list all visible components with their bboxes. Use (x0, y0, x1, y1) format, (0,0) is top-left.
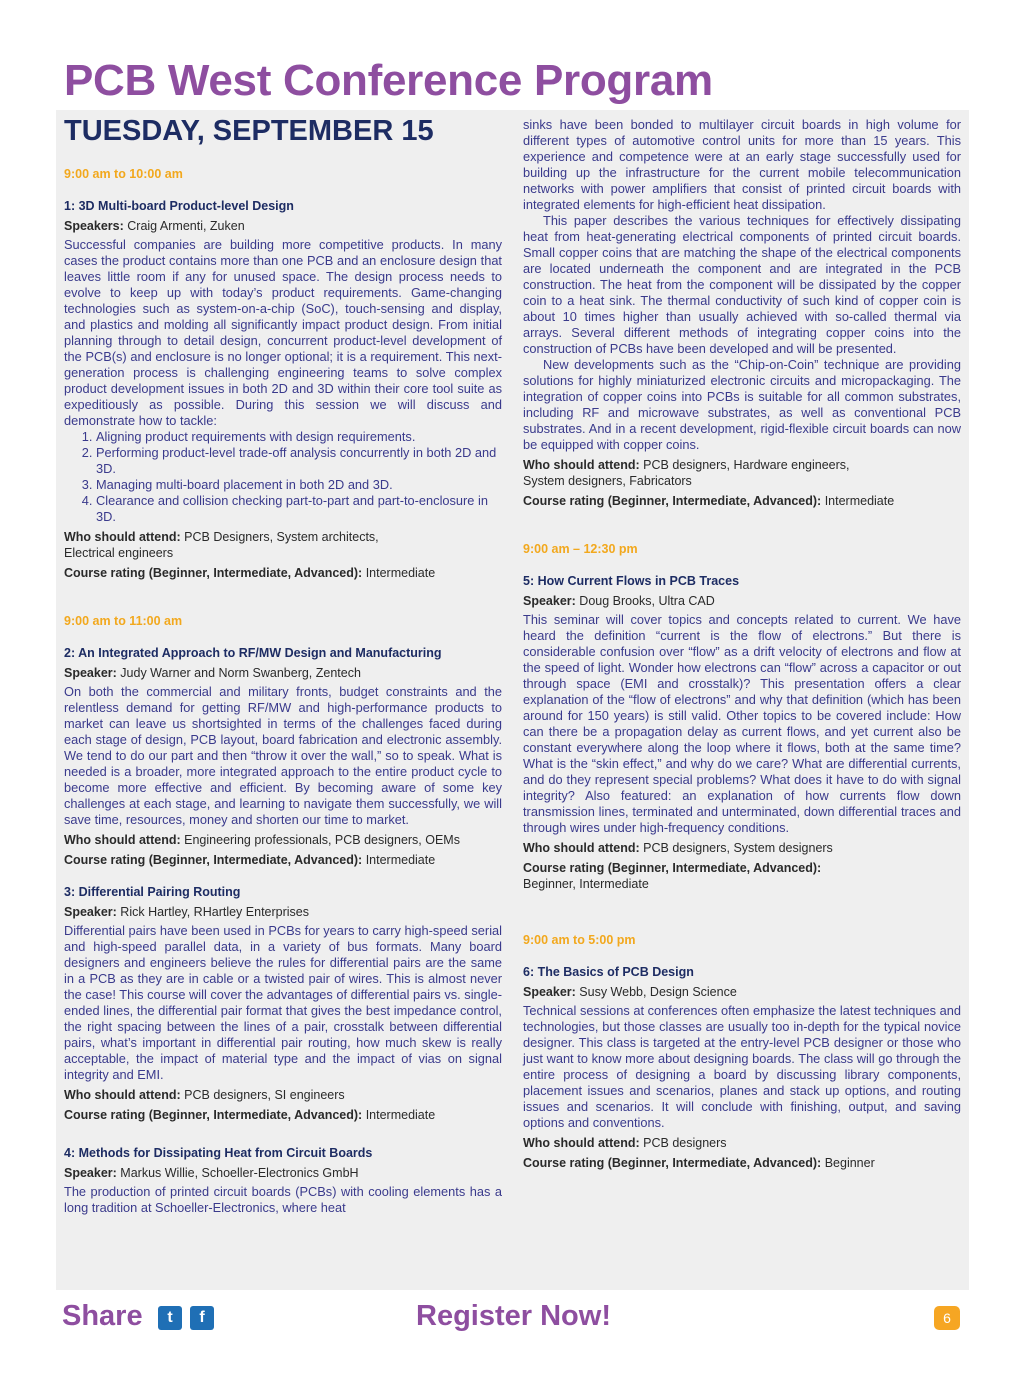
session-speaker (64, 1165, 502, 1181)
session-time: 9:00 am to 10:00 am (64, 167, 183, 181)
who-value: PCB designers, SI engineers (184, 1088, 345, 1102)
description-text: Successful companies are building more competitive products. In many cases the product contains more than one PCB and an enclosure design that leaves little room if any for unused space. The design process needs to evolve to keep up with today’s product requirements. Game-changing technologies such as system-on-a-chip (SoC), touch-sensing and display, and plastics and molding all significantly impact product design. From initial planning through to detail design, concurrent product-level development of the PCB(s) and enclosure is no longer optional; it is a requirement. This next-generation process is challenging engineering teams to solve complex product development issues in both 2D and 3D within their core tool suite as expeditiously as possible. During this session we will discuss and demonstrate how to tackle: (64, 237, 502, 428)
rating-label: Course rating (Beginner, Intermediate, Advanced): (64, 1108, 363, 1122)
description-paragraph: This paper describes the various techniques for effectively dissipating heat from heat-generating electrical components of printed circuit boards. Small copper coins that are matching the shape of the electrical components are located underneath the component and are integrated in the PCB construction. The heat from the component will be dissipated by the copper coin to a heat sink. The thermal conductivity of such kind of copper coin is about 10 times higher than usually achieved with so-called thermal via arrays. Several different methods of integrating copper coins into the construction of PCBs have been developed and will be presented. (523, 213, 961, 356)
rating-label: Course rating (Beginner, Intermediate, Advanced): (64, 566, 363, 580)
who-should-attend (64, 529, 502, 561)
session-title: 6: The Basics of PCB Design (523, 965, 694, 979)
page-title: PCB West Conference Program (64, 56, 713, 105)
rating-value: Beginner (824, 1156, 875, 1170)
course-rating (523, 1155, 961, 1171)
facebook-icon[interactable]: f (190, 1306, 214, 1330)
page-number: 6 (934, 1306, 960, 1330)
who-value-cont: Electrical engineers (64, 546, 174, 560)
speaker-label: Speakers: (64, 219, 124, 233)
course-rating (64, 852, 502, 868)
session-speaker (64, 218, 502, 234)
who-value: PCB Designers, System architects, (184, 530, 379, 544)
speaker-name: Susy Webb, Design Science (579, 985, 737, 999)
rating-value: Intermediate (365, 1108, 436, 1122)
speaker-label: Speaker: (523, 594, 576, 608)
rating-value: Intermediate (824, 494, 895, 508)
description-text: Technical sessions at conferences often emphasize the latest techniques and technologies, but those classes are usually too in-depth for the typical novice designer. This class is targeted at the entry-level PCB designer or those who just want to know more about designing boards. The class will go through the entire process of designing a board by discussing library components, placement issues and scenarios, planes and stack up options, and routing issues and scenarios. It will conclude with finishing, output, and saving options and conventions. (523, 1003, 961, 1130)
tackle-list (64, 429, 502, 525)
left-column (64, 110, 502, 1216)
who-value: Engineering professionals, PCB designers, OEMs (184, 833, 460, 847)
session-time: 9:00 am to 5:00 pm (523, 933, 636, 947)
description-text: This seminar will cover topics and concepts related to current. We have heard the definition “current is the flow of electrons.” But there is considerable confusion over “flow” as a drift velocity of electrons and flow at the speed of light. Wonder how electrons can “flow” across a capacitor or out through space (EMI and crosstalk)? This presentation offers a clear explanation of the “flow of electrons” and why that definition (which has been around for 150 years) is still valid. Other topics to be covered include: How can there be a propagation delay as current flows, and yet current also be constant everywhere along the loop where it flows, both at the same time? What is the “skin effect,” and why do we care? What are differential currents, and do they represent special problems? What does it have to do with signal integrity? Also featured: an explanation of how currents flow down transmission lines, terminated and unterminated, down differential traces and through wires under high-frequency conditions. (523, 612, 961, 835)
list-item: 4. Clearance and collision checking part-to-part and part-to-enclosure in 3D. (96, 493, 502, 525)
day-heading: TUESDAY, SEPTEMBER 15 (64, 115, 434, 147)
session-title: 1: 3D Multi-board Product-level Design (64, 199, 294, 213)
session-title: 2: An Integrated Approach to RF/MW Design and Manufacturing (64, 646, 442, 660)
rating-value: Intermediate (365, 853, 436, 867)
description-text: Differential pairs have been used in PCBs for years to carry high-speed serial and high-speed parallel data, in a variety of bus formats. Many board designers and engineers believe the rules for differential pairs are the same in a PCB as they are in cable or a twisted pair of wires. This is almost never the case! This course will cover the advantages of differential pairs vs. single-ended lines, the differential pair format that gives the best impedance control, the right spacing between the lines of a pair, crosstalk between differential pairs, what’s important in differential pair routing, how much skew is really acceptable, the impact of material type and the impact of vias on signal integrity and EMI. (64, 923, 502, 1082)
who-value: PCB designers (643, 1136, 727, 1150)
list-item: 2. Performing product-level trade-off analysis concurrently in both 2D and 3D. (96, 445, 502, 477)
session-description (523, 612, 961, 836)
who-label: Who should attend: (523, 458, 640, 472)
list-item: 1. Aligning product requirements with design requirements. (96, 429, 502, 445)
session-speaker (523, 984, 961, 1000)
session-time: 9:00 am to 11:00 am (64, 614, 183, 628)
course-rating (523, 493, 961, 509)
course-rating (64, 1107, 502, 1123)
rating-label: Course rating (Beginner, Intermediate, Advanced): (523, 494, 822, 508)
speaker-label: Speaker: (64, 1166, 117, 1180)
speaker-label: Speaker: (523, 985, 576, 999)
share-label: Share (62, 1300, 143, 1332)
speaker-name: Rick Hartley, RHartley Enterprises (120, 905, 309, 919)
session-description (64, 684, 502, 828)
session-speaker (64, 665, 502, 681)
who-should-attend (523, 457, 961, 489)
who-should-attend (64, 1087, 502, 1103)
who-value: PCB designers, Hardware engineers, (643, 458, 850, 472)
who-should-attend (523, 1135, 961, 1151)
session-description (64, 923, 502, 1083)
session-description-continued (523, 117, 961, 453)
rating-value: Beginner, Intermediate (523, 877, 649, 891)
description-text: The production of printed circuit boards (PCBs) with cooling elements has a long tradition at Schoeller-Electronics, where heat (64, 1184, 502, 1215)
speaker-label: Speaker: (64, 905, 117, 919)
register-now-link[interactable]: Register Now! (416, 1300, 611, 1332)
right-column (523, 110, 961, 1171)
rating-label: Course rating (Beginner, Intermediate, Advanced): (523, 1156, 822, 1170)
who-should-attend (64, 832, 502, 848)
session-title: 5: How Current Flows in PCB Traces (523, 574, 740, 588)
course-rating (64, 565, 502, 581)
list-item: 3. Managing multi-board placement in both 2D and 3D. (96, 477, 502, 493)
session-title: 4: Methods for Dissipating Heat from Circuit Boards (64, 1146, 373, 1160)
who-label: Who should attend: (64, 530, 181, 544)
session-description (64, 1184, 502, 1216)
session-description (64, 237, 502, 429)
who-label: Who should attend: (523, 841, 640, 855)
twitter-icon[interactable]: t (158, 1306, 182, 1330)
session-speaker (64, 904, 502, 920)
rating-label: Course rating (Beginner, Intermediate, Advanced): (64, 853, 363, 867)
session-title: 3: Differential Pairing Routing (64, 885, 241, 899)
speaker-label: Speaker: (64, 666, 117, 680)
who-label: Who should attend: (64, 1088, 181, 1102)
who-value-cont: System designers, Fabricators (523, 474, 692, 488)
who-value: PCB designers, System designers (643, 841, 833, 855)
description-paragraph: sinks have been bonded to multilayer circuit boards in high volume for different types of automotive control units for more than 15 years. This experience and competence were at an early stage successfully used for building up the infrastructure for the current mobile telecommunication networks with power amplifiers that consist of printed circuit boards with integrated elements for high-efficient heat dissipation. (523, 117, 961, 212)
who-should-attend (523, 840, 961, 856)
description-text: On both the commercial and military fronts, budget constraints and the relentless demand for getting RF/MW and high-performance products to market can leave us shortsighted in terms of the challenges faced during each stage of design, PCB layout, board fabrication and electronic assembly. We tend to do our part and then “throw it over the wall,” so to speak. What is needed is a broader, more integrated approach to the entire product cycle to become more effective and efficient. By becoming aware of some key challenges at each stage, and learning to navigate them successfully, we will save time, resources, money and shorten our time to market. (64, 684, 502, 827)
course-rating (523, 860, 961, 892)
description-paragraph: New developments such as the “Chip-on-Coin” technique are providing solutions for highly miniaturized electronic circuits and micropackaging. The integration of copper coins into PCBs is suitable for all common substrates, including RF and microwave substrates, as well as conventional PCB substrates. And in a recent development, rigid-flexible circuit boards can now be equipped with copper coins. (523, 357, 961, 452)
session-speaker (523, 593, 961, 609)
speaker-name: Craig Armenti, Zuken (127, 219, 245, 233)
speaker-name: Judy Warner and Norm Swanberg, Zentech (120, 666, 361, 680)
speaker-name: Doug Brooks, Ultra CAD (579, 594, 715, 608)
session-description (523, 1003, 961, 1131)
program-panel (56, 110, 969, 1290)
who-label: Who should attend: (523, 1136, 640, 1150)
speaker-name: Markus Willie, Schoeller-Electronics GmbH (120, 1166, 359, 1180)
rating-label: Course rating (Beginner, Intermediate, Advanced): (523, 861, 822, 875)
who-label: Who should attend: (64, 833, 181, 847)
session-time: 9:00 am – 12:30 pm (523, 542, 638, 556)
rating-value: Intermediate (365, 566, 436, 580)
